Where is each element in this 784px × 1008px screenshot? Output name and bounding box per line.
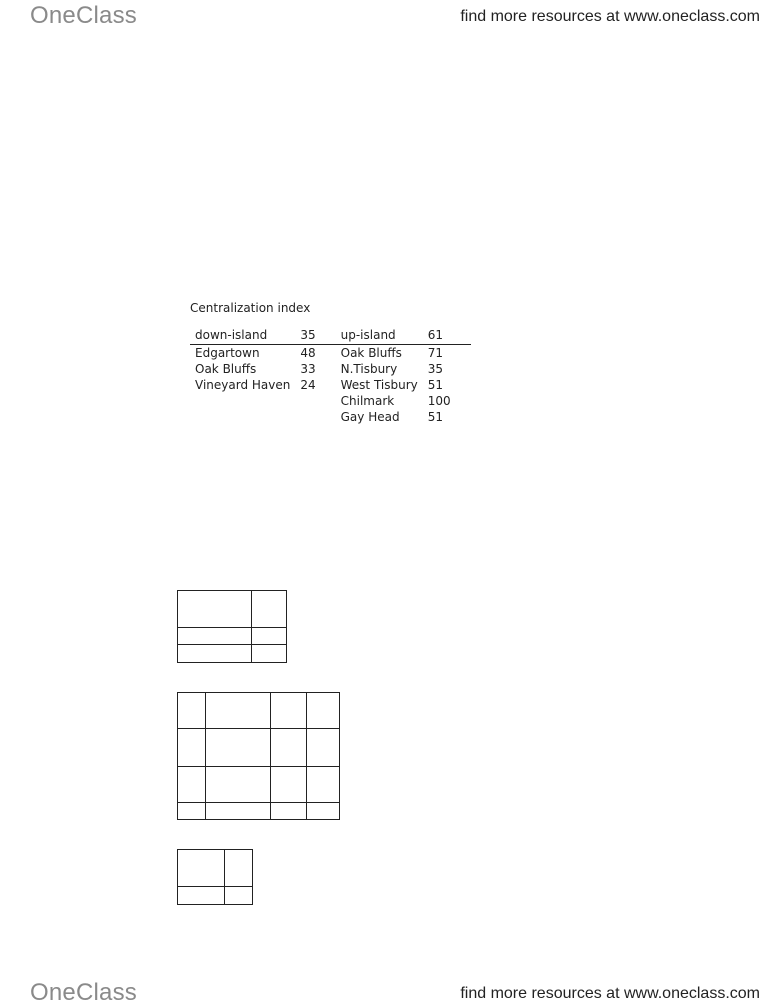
grid-cell: [178, 886, 225, 904]
row-left-label: [190, 409, 295, 425]
row-left-label: Oak Bluffs: [195, 362, 257, 376]
grid-cell: [178, 802, 206, 819]
grid-cell: [252, 644, 287, 662]
row-right-label: West Tisbury: [340, 378, 418, 392]
empty-grid-3: [177, 849, 253, 905]
table-header-row: [190, 327, 471, 345]
grid-cell: [307, 729, 340, 766]
grid-cell: [206, 729, 271, 766]
row-left-label: [190, 393, 295, 409]
grid-cell: [307, 693, 340, 729]
row-right-label: Oak Bluffs: [340, 346, 402, 360]
grid-cell: [307, 802, 340, 819]
row-left-value: 48: [300, 346, 316, 360]
table-row: [190, 377, 471, 393]
row-left-value: 33: [300, 362, 316, 376]
grid-cell: [178, 644, 252, 662]
oneclass-logo[interactable]: OneClass: [30, 2, 137, 29]
row-right-value: 51: [427, 378, 444, 392]
row-right-label: N.Tisbury: [340, 362, 398, 376]
row-left-value: 24: [300, 378, 316, 392]
row-right-value: 71: [427, 346, 444, 360]
table-caption: Centralization index: [190, 301, 311, 315]
empty-grid-2: [177, 692, 340, 820]
grid-cell: [252, 591, 287, 628]
row-left-value: [295, 393, 335, 409]
header-left-value: 35: [295, 327, 335, 345]
oneclass-logo[interactable]: OneClass: [30, 979, 137, 1006]
grid-cell: [178, 627, 252, 644]
header-right-label: up-island: [336, 327, 423, 345]
row-left-label: Vineyard Haven: [195, 378, 291, 392]
grid-cell: [307, 766, 340, 802]
row-right-label: Chilmark: [340, 394, 395, 408]
empty-grid-1: [177, 590, 287, 663]
row-right-value: 100: [427, 394, 451, 408]
grid-cell: [271, 729, 307, 766]
grid-cell: [178, 729, 206, 766]
grid-cell: [252, 627, 287, 644]
grid-cell: [178, 693, 206, 729]
row-right-label: Gay Head: [340, 410, 400, 424]
grid-cell: [206, 766, 271, 802]
centralization-table: [190, 327, 471, 425]
grid-cell: [178, 591, 252, 628]
grid-cell: [271, 766, 307, 802]
table-row: [190, 345, 471, 362]
header-left-label: down-island: [190, 327, 295, 345]
row-right-value: 35: [427, 362, 444, 376]
grid-cell: [206, 802, 271, 819]
grid-cell: [178, 766, 206, 802]
grid-cell: [206, 693, 271, 729]
grid-cell: [271, 693, 307, 729]
table-row: [190, 361, 471, 377]
grid-cell: [225, 886, 253, 904]
grid-cell: [178, 850, 225, 887]
grid-cell: [225, 850, 253, 887]
table-row: [190, 409, 471, 425]
resources-link[interactable]: find more resources at www.oneclass.com: [460, 8, 760, 25]
row-left-label: Edgartown: [195, 346, 260, 360]
resources-link[interactable]: find more resources at www.oneclass.com: [460, 985, 760, 1002]
table-row: [190, 393, 471, 409]
header-right-value: 61: [423, 327, 471, 345]
row-right-value: 51: [427, 410, 444, 424]
grid-cell: [271, 802, 307, 819]
row-left-value: [295, 409, 335, 425]
